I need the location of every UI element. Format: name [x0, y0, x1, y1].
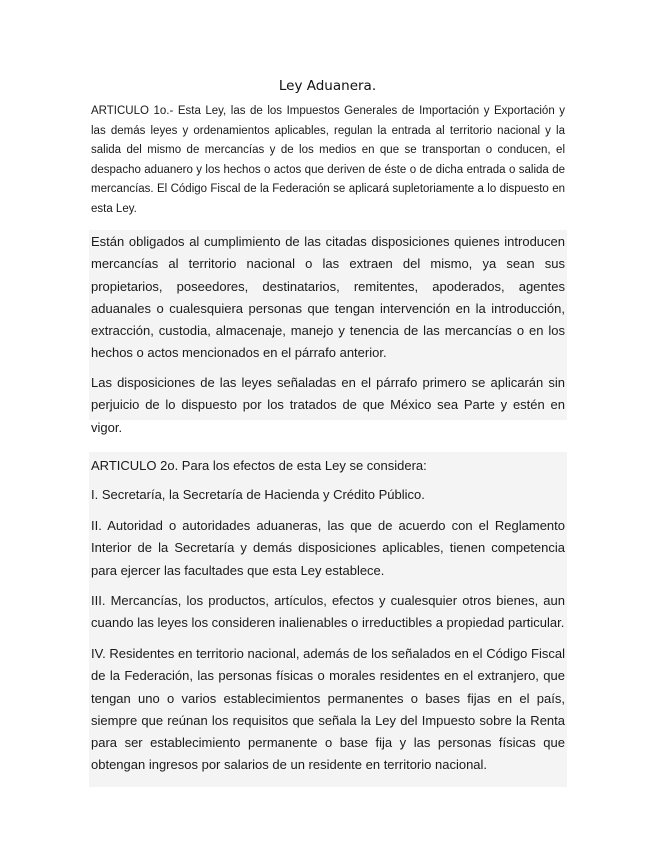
article-2-item-iv: IV. Residentes en territorio nacional, además de los señalados en el Código Fiscal de la Federación, las personas físicas o morales residentes en el extranjero, que tengan uno o varios establecimientos permanentes o bases fijas en el país, siempre que reúnan los requisitos que señala la Ley del Impuesto sobre la Renta para ser establecimiento permanente o base fija y las personas físicas que obtengan ingresos por salarios de un residente en territorio nacional.	[91, 646, 565, 773]
article-2-heading: ARTICULO 2o. Para los efectos de esta Ley se considera:	[91, 458, 427, 473]
article-2-item-iii: III. Mercancías, los productos, artículos, efectos y cualesquier otros bienes, aun cuando las leyes los consideren inalienables o irreductibles a propiedad particular.	[91, 593, 565, 631]
article-1-treaties-paragraph: Las disposiciones de las leyes señaladas en el párrafo primero se aplicarán sin perjuicio de lo dispuesto por los tratados de que México sea Parte y estén en vigor.	[91, 375, 565, 435]
article-1-paragraph: ARTICULO 1o.- Esta Ley, las de los Impuestos Generales de Importación y Exportación y las demás leyes y ordenamientos aplicables, regulan la entrada al territorio nacional y la salida del mismo de mercancías y de los medios en que se transportan o conducen, el despacho aduanero y los hechos o actos que deriven de éste o de dicha entrada o salida de mercancías. El Código Fiscal de la Federación se aplicará supletoriamente a lo dispuesto en esta Ley.	[91, 105, 565, 215]
document-title: Ley Aduanera.	[278, 78, 377, 94]
article-2-item-ii: II. Autoridad o autoridades aduaneras, las que de acuerdo con el Reglamento Interior de la Secretaría y demás disposiciones aplicables, tienen competencia para ejercer las facultades que esta Ley establece.	[91, 518, 565, 578]
article-2-item-i: I. Secretaría, la Secretaría de Hacienda y Crédito Público.	[91, 487, 425, 502]
article-1-obligations-paragraph: Están obligados al cumplimiento de las citadas disposiciones quienes introducen mercancías al territorio nacional o las extraen del mismo, ya sean sus propietarios, poseedores, destinatarios, remitentes, apoderados, agentes aduanales o cualesquiera personas que tengan intervención en la introducción, extracción, custodia, almacenaje, manejo y tenencia de las mercancías o en los hechos o actos mencionados en el párrafo anterior.	[91, 234, 565, 361]
